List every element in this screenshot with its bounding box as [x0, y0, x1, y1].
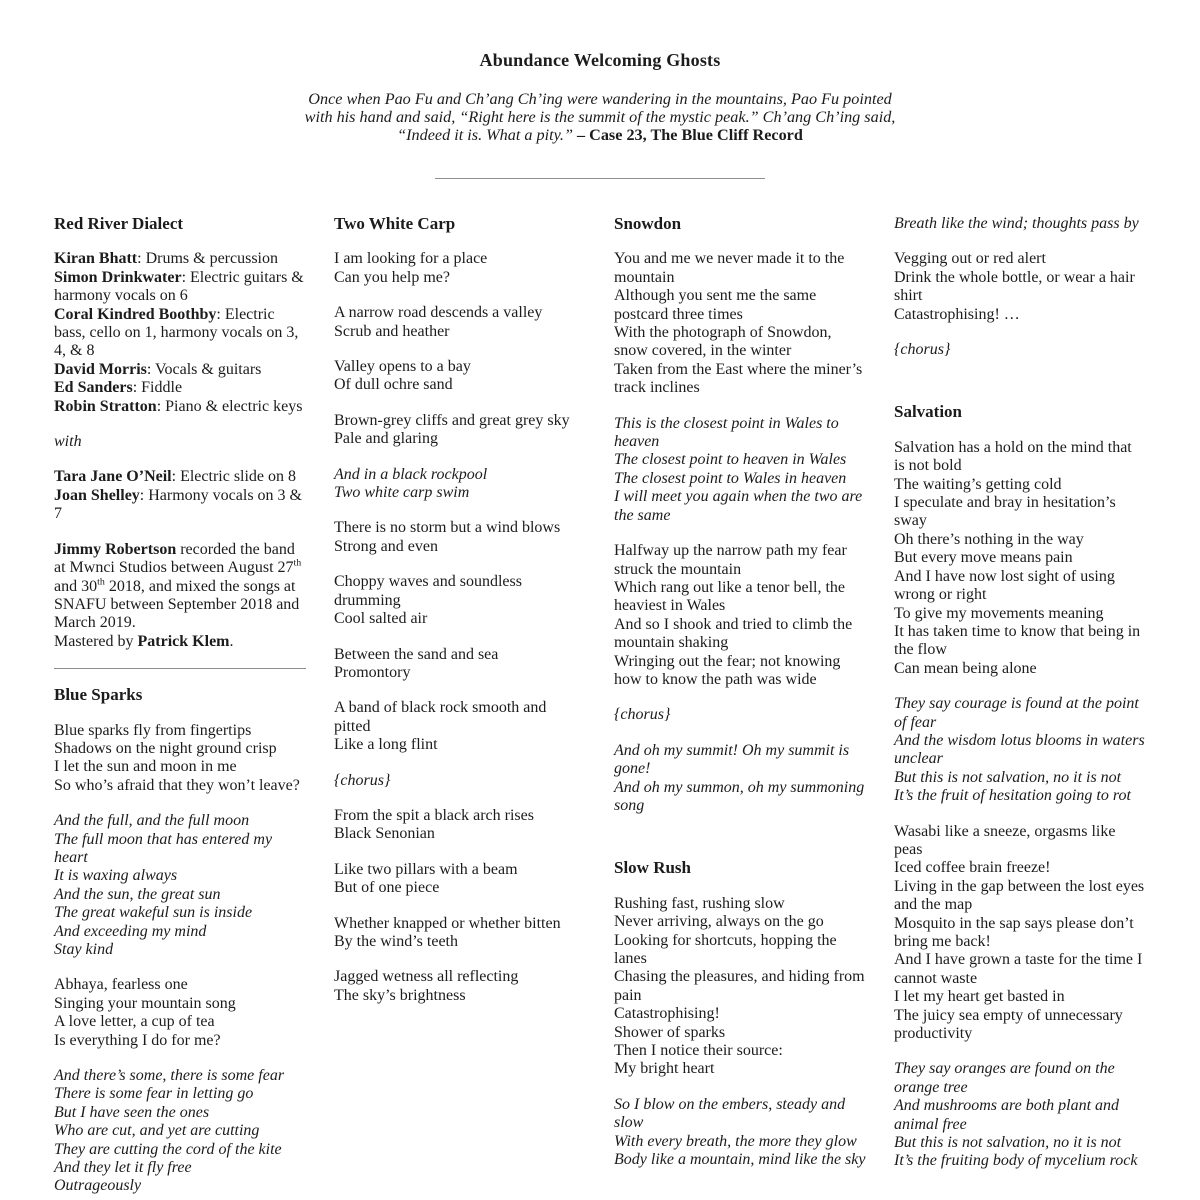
column-2: [334, 215, 586, 1005]
lyric-line: Between the sand and sea: [334, 645, 499, 663]
lyric-line: [54, 269, 306, 306]
lyric-line: [54, 468, 306, 486]
lyric-line: Looking for shortcuts, hopping the lanes: [614, 931, 837, 967]
text-segment: “Indeed it is. What a pity.”: [397, 126, 577, 144]
lyric-line: Cool salted air: [334, 610, 428, 628]
lyric-line: But this is not salvation, no it is not: [894, 1134, 1122, 1152]
lyric-line: They say oranges are found on the orange tree: [894, 1060, 1115, 1096]
lyric-line: [54, 487, 306, 524]
lyric-line: Taken from the East where the miner’s track inclines: [614, 360, 863, 397]
lyric-line: It is waxing always: [54, 867, 178, 885]
lyric-line: It’s the fruit of hesitation going to rot: [894, 787, 1131, 805]
lyric-line: Never arriving, always on the go: [614, 913, 824, 931]
lyric-line: Two white carp swim: [334, 484, 470, 502]
lyrics-columns: [54, 215, 1146, 1196]
lyric-line: Strong and even: [334, 537, 438, 555]
lyric-line: They say courage is found at the point of fear: [894, 695, 1139, 731]
column-3: [614, 215, 866, 1169]
song-title-blue-sparks: Blue Sparks: [54, 685, 143, 705]
column-4: [894, 215, 1146, 1171]
lyric-line: Wasabi like a sneeze, orgasms like peas: [894, 822, 1116, 858]
text-segment: Tara Jane O’Neil: [54, 468, 172, 486]
text-segment: : Vocals & guitars: [146, 360, 262, 378]
lyric-line: Wringing out the fear; not knowing how to know the path was wide: [614, 652, 841, 688]
text-segment: with his hand and said, “Right here is the summit of the mystic peak.” Ch’ang Ch’ing said,: [304, 108, 896, 126]
lyric-line: With every breath, the more they glow: [614, 1132, 857, 1150]
lyric-line: with: [54, 433, 82, 451]
lyric-line: This is the closest point in Wales to heaven: [614, 414, 839, 451]
lyric-line: A band of black rock smooth and pitted: [334, 699, 547, 735]
lyric-line: Singing your mountain song: [54, 994, 236, 1012]
lyric-line: It’s the fruiting body of mycelium rock: [894, 1152, 1138, 1170]
text-segment: Joan Shelley: [54, 486, 140, 504]
credits-connector: [54, 433, 306, 451]
lyric-line: But this is not salvation, no it is not: [894, 768, 1122, 786]
lyric-line: I speculate and bray in hesitation’s sway: [894, 494, 1116, 530]
lyric-line: Although you sent me the same postcard three times: [614, 287, 817, 323]
lyric-line: The closest point to heaven in Wales: [614, 451, 847, 469]
text-segment: .: [229, 632, 234, 650]
epigraph-line: [54, 108, 1146, 126]
epigraph-line: [54, 90, 1146, 108]
lyric-line: I let the sun and moon in me: [54, 758, 237, 776]
text-segment: and 30: [54, 577, 98, 595]
lyric-line: But I have seen the ones: [54, 1103, 210, 1121]
text-segment: recorded the band at Mwnci Studios between August 27: [54, 540, 295, 577]
lyric-line: Choppy waves and soundless drumming: [334, 573, 522, 609]
lyric-line: And they let it fly free: [54, 1159, 192, 1177]
lyric-line: But every move means pain: [894, 549, 1073, 567]
text-segment: Kiran Bhatt: [54, 250, 138, 268]
snowdon-verse-1: [614, 250, 866, 397]
lyric-line: And the sun, the great sun: [54, 885, 221, 903]
lyric-line: And mushrooms are both plant and animal free: [894, 1097, 1120, 1133]
lyric-line: And in a black rockpool: [334, 465, 488, 483]
text-segment: – Case 23, The Blue Cliff Record: [577, 126, 803, 144]
salvation-chorus-2: [894, 1060, 1146, 1170]
two-white-carp-couplet-6: [334, 573, 586, 628]
epigraph-quote: [54, 90, 1146, 144]
lyric-line: Rushing fast, rushing slow: [614, 894, 785, 912]
lyric-line: [54, 250, 306, 268]
lyric-line: [54, 379, 306, 397]
lyric-line: Is everything I do for me?: [54, 1031, 221, 1049]
chorus-marker: [334, 772, 586, 790]
lyric-line: You and me we never made it to the mountain: [614, 250, 845, 286]
text-segment: : Fiddle: [132, 379, 183, 397]
guest-credits: [54, 468, 306, 523]
text-segment: : Drums & percussion: [137, 250, 278, 268]
column-1: [54, 215, 306, 1196]
text-segment: Jimmy Robertson: [54, 540, 177, 558]
lyric-line: Whether knapped or whether bitten: [334, 914, 561, 932]
snowdon-outro: [614, 742, 866, 816]
two-white-carp-couplet-9: [334, 807, 586, 844]
lyric-line: [54, 398, 306, 416]
lyric-line: Oh there’s nothing in the way: [894, 530, 1084, 548]
text-segment: : Piano & electric keys: [156, 397, 303, 415]
lyric-line: Breath like the wind; thoughts pass by: [894, 215, 1139, 232]
blue-sparks-verse-2: [54, 976, 306, 1050]
lyric-line: The juicy sea empty of unnecessary productivity: [894, 1006, 1123, 1043]
salvation-chorus-1: [894, 695, 1146, 805]
lyric-line: Living in the gap between the lost eyes and the map: [894, 877, 1145, 914]
chorus-marker: [614, 706, 866, 724]
lyric-line: Body like a mountain, mind like the sky: [614, 1151, 866, 1169]
lyric-line: Catastrophising!: [614, 1005, 720, 1023]
two-white-carp-couplet-7: [334, 646, 586, 683]
text-segment: : Electric guitars & harmony vocals on 6: [54, 268, 304, 305]
lyric-line: [54, 633, 306, 651]
text-segment: : Harmony vocals on 3 & 7: [54, 486, 302, 523]
lyric-line: [54, 361, 306, 379]
text-segment: Once when Pao Fu and Ch’ang Ch’ing were wandering in the mountains, Pao Fu pointed: [308, 90, 892, 108]
lyric-line: The full moon that has entered my heart: [54, 830, 273, 866]
lyric-line: And so I shook and tried to climb the mountain shaking: [614, 615, 853, 652]
lyric-line: And oh my summit! Oh my summit is gone!: [614, 741, 850, 778]
slow-rush-chorus-part-1: [614, 1096, 866, 1170]
salvation-verse-1: [894, 439, 1146, 678]
lyric-line: Like a long flint: [334, 736, 438, 754]
lyric-line: There is some fear in letting go: [54, 1085, 254, 1103]
lyric-line: Can mean being alone: [894, 659, 1037, 677]
lyric-line: Jagged wetness all reflecting: [334, 968, 519, 986]
lyric-line: And the full, and the full moon: [54, 812, 250, 830]
band-name-heading: Red River Dialect: [54, 214, 184, 233]
lyric-line: Which rang out like a tenor bell, the heaviest in Wales: [614, 578, 846, 615]
lyric-line: A narrow road descends a valley: [334, 304, 543, 322]
lyric-line: Drink the whole bottle, or wear a hair shirt: [894, 268, 1135, 305]
text-segment: Robin Stratton: [54, 397, 157, 415]
lyric-line: Valley opens to a bay: [334, 358, 471, 376]
lyric-line: Like two pillars with a beam: [334, 860, 518, 878]
text-segment: David Morris: [54, 360, 147, 378]
lyric-line: Shadows on the night ground crisp: [54, 739, 277, 757]
lyric-line: Brown-grey cliffs and great grey sky: [334, 411, 570, 429]
lyric-line: They are cutting the cord of the kite: [54, 1140, 282, 1158]
two-white-carp-couplet-3: [334, 358, 586, 395]
lyric-line: And the wisdom lotus blooms in waters unclear: [894, 731, 1145, 768]
lyric-line: Outrageously: [54, 1177, 142, 1195]
lyric-line: I am looking for a place: [334, 250, 488, 268]
lyric-line: So I blow on the embers, steady and slow: [614, 1095, 846, 1132]
lyric-line: And I have grown a taste for the time I cannot waste: [894, 951, 1143, 987]
lyric-line: I let my heart get basted in: [894, 988, 1065, 1006]
text-segment: Simon Drinkwater: [54, 268, 182, 286]
lyric-line: Mosquito in the sap says please don’t bring me back!: [894, 914, 1134, 950]
text-segment: th: [293, 557, 302, 569]
lyric-line: Vegging out or red alert: [894, 250, 1046, 268]
lyric-line: But of one piece: [334, 879, 440, 897]
two-white-carp-chorus: [334, 466, 586, 503]
song-title-salvation: Salvation: [894, 402, 963, 422]
slow-rush-chorus-part-2: [894, 215, 1146, 233]
lyric-line: I will meet you again when the two are the same: [614, 488, 863, 524]
two-white-carp-couplet-4: [334, 412, 586, 449]
top-divider-rule: [435, 178, 765, 179]
slow-rush-verse-1: [614, 895, 866, 1079]
lyric-line: Stay kind: [54, 941, 114, 958]
lyric-line: To give my movements meaning: [894, 604, 1104, 622]
lyric-line: The waiting’s getting cold: [894, 475, 1062, 493]
lyric-line: And exceeding my mind: [54, 922, 207, 940]
two-white-carp-couplet-2: [334, 304, 586, 341]
lyric-line: The great wakeful sun is inside: [54, 904, 253, 922]
lyric-line: {chorus}: [894, 341, 951, 359]
band-credits: [54, 250, 306, 416]
lyric-line: My bright heart: [614, 1060, 715, 1078]
song-title-slow-rush: Slow Rush: [614, 858, 692, 878]
two-white-carp-couplet-5: [334, 519, 586, 556]
lyric-line: Promontory: [334, 663, 411, 681]
blue-sparks-chorus-1: [54, 812, 306, 959]
text-segment: th: [97, 576, 105, 588]
lyric-line: It has taken time to know that being in the flow: [894, 622, 1141, 659]
blue-sparks-verse-1: [54, 722, 306, 796]
song-title-two-white-carp: Two White Carp: [334, 214, 456, 233]
text-segment: Patrick Klem: [137, 632, 230, 650]
lyric-line: Can you help me?: [334, 268, 450, 286]
two-white-carp-couplet-1: [334, 250, 586, 287]
lyric-line: Abhaya, fearless one: [54, 976, 188, 994]
two-white-carp-couplet-11: [334, 915, 586, 952]
section-divider-rule: [54, 668, 306, 669]
two-white-carp-couplet-12: [334, 968, 586, 1005]
lyric-line: Catastrophising! …: [894, 305, 1020, 323]
lyric-line: By the wind’s teeth: [334, 932, 458, 950]
album-title: Abundance Welcoming Ghosts: [479, 50, 721, 70]
lyric-line: Chasing the pleasures, and hiding from pain: [614, 968, 865, 1004]
lyric-line: And oh my summon, oh my summoning song: [614, 778, 865, 814]
text-segment: Ed Sanders: [54, 379, 133, 397]
lyric-line: A love letter, a cup of tea: [54, 1013, 215, 1031]
recording-credits: [54, 541, 306, 651]
slow-rush-verse-2: [894, 250, 1146, 324]
lyric-line: Shower of sparks: [614, 1023, 726, 1041]
lyric-line: Pale and glaring: [334, 430, 438, 448]
text-segment: Mastered by: [54, 632, 138, 650]
song-title-snowdon: Snowdon: [614, 214, 682, 233]
lyric-line: [54, 541, 306, 633]
lyric-line: Salvation has a hold on the mind that is not bold: [894, 438, 1132, 475]
text-segment: Coral Kindred Boothby: [54, 305, 217, 323]
lyric-line: Scrub and heather: [334, 322, 450, 340]
lyric-line: With the photograph of Snowdon, snow covered, in the winter: [614, 324, 832, 360]
lyric-line: [54, 306, 306, 361]
lyric-line: Iced coffee brain freeze!: [894, 859, 1051, 877]
blue-sparks-chorus-2: [54, 1067, 306, 1196]
lyric-line: {chorus}: [614, 706, 671, 724]
lyric-line: Blue sparks fly from fingertips: [54, 721, 252, 739]
lyric-line: Then I notice their source:: [614, 1042, 783, 1060]
lyric-line: Of dull ochre sand: [334, 376, 453, 394]
lyric-line: {chorus}: [334, 771, 391, 789]
lyric-line: And I have now lost sight of using wrong or right: [894, 567, 1115, 604]
lyric-line: So who’s afraid that they won’t leave?: [54, 776, 300, 794]
lyric-line: Halfway up the narrow path my fear struck the mountain: [614, 542, 847, 578]
chorus-marker: [894, 341, 1146, 359]
lyric-line: And there’s some, there is some fear: [54, 1067, 285, 1085]
lyric-line: The closest point to Wales in heaven: [614, 469, 847, 487]
snowdon-chorus: [614, 415, 866, 525]
epigraph-line: [54, 126, 1146, 144]
lyric-line: Black Senonian: [334, 825, 435, 843]
lyric-line: The sky’s brightness: [334, 986, 466, 1004]
text-segment: : Electric slide on 8: [171, 468, 297, 486]
two-white-carp-couplet-8: [334, 699, 586, 754]
lyric-line: Who are cut, and yet are cutting: [54, 1122, 260, 1140]
text-segment: : Electric bass, cello on 1, harmony vocals on 3, 4, & 8: [54, 305, 299, 360]
lyric-line: There is no storm but a wind blows: [334, 519, 561, 537]
text-segment: 2018, and mixed the songs at SNAFU between September 2018 and March 2019.: [54, 577, 300, 632]
snowdon-verse-2: [614, 542, 866, 689]
two-white-carp-couplet-10: [334, 861, 586, 898]
lyric-line: From the spit a black arch rises: [334, 806, 534, 824]
salvation-verse-2: [894, 823, 1146, 1044]
